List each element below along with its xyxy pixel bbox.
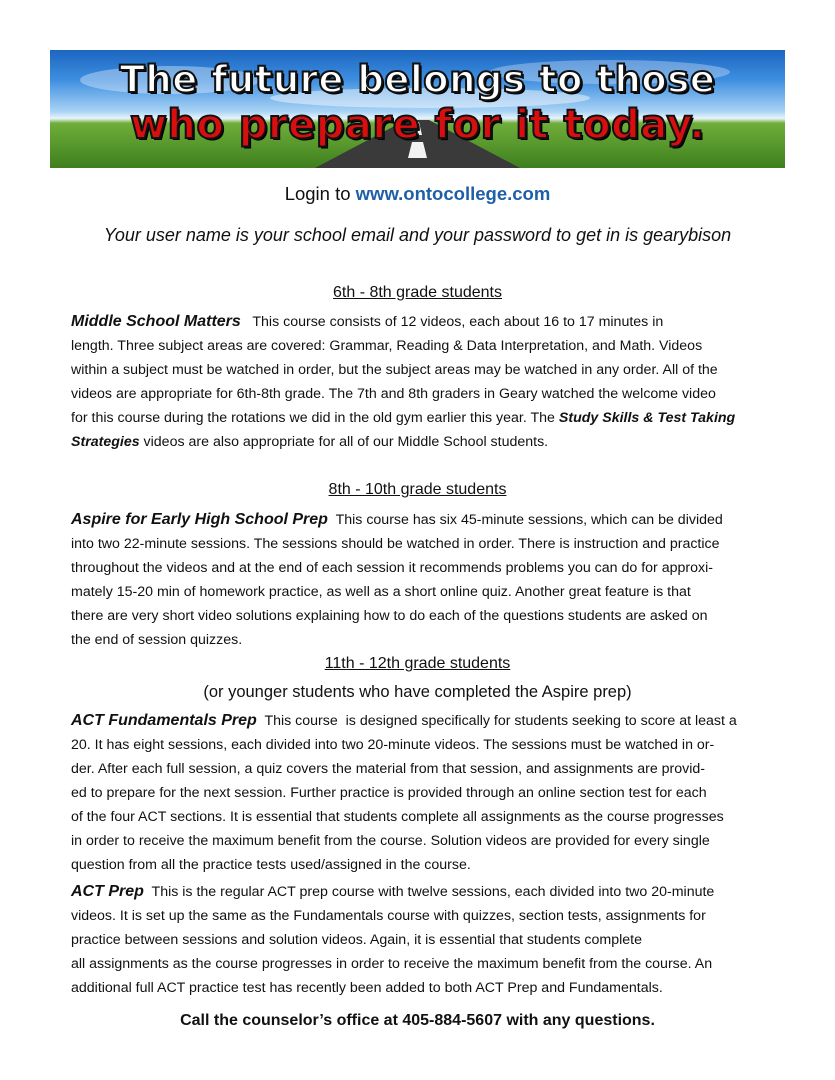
section-heading-8-10: 8th - 10th grade students	[328, 481, 507, 498]
text-line: throughout the videos and at the end of each session it recommends problems you can do for approxi-	[71, 560, 713, 576]
contact-callout: Call the counselor’s office at 405-884-5607 with any questions.	[180, 1012, 655, 1029]
credentials-note: Your user name is your school email and your password to get in is gearybison	[103, 225, 732, 245]
login-prefix: Login to	[284, 183, 356, 204]
text-line: in order to receive the maximum benefit from the course. Solution videos are provided for every single	[71, 833, 710, 849]
text-line: videos are also appropriate for all of our Middle School students.	[139, 434, 549, 450]
text-line: videos are appropriate for 6th-8th grade. The 7th and 8th graders in Geary watched the welcome video	[71, 386, 716, 402]
course-title: Aspire for Early High School Prep	[71, 511, 328, 528]
section-subheading: (or younger students who have completed the Aspire prep)	[203, 683, 632, 701]
website-link[interactable]: www.ontocollege.com	[355, 183, 551, 204]
text-line: question from all the practice tests used/assigned in the course.	[71, 857, 471, 873]
text-line: der. After each full session, a quiz covers the material from that session, and assignments are provid-	[71, 761, 706, 777]
text-line: This course consists of 12 videos, each about 16 to 17 minutes in	[240, 314, 664, 330]
motivational-banner	[50, 50, 785, 168]
course-title: Middle School Matters	[71, 313, 241, 330]
text-line: for this course during the rotations we did in the old gym earlier this year. The	[71, 410, 559, 426]
login-instruction	[0, 183, 835, 205]
text-line: all assignments as the course progresses in order to receive the maximum benefit from the course. An	[71, 956, 713, 972]
text-line: This is the regular ACT prep course with twelve sessions, each divided into two 20-minute	[143, 884, 715, 900]
section-heading-11-12: 11th - 12th grade students	[324, 655, 511, 672]
act-fundamentals-description	[71, 709, 771, 877]
text-line: the end of session quizzes.	[71, 632, 243, 648]
text-line: practice between sessions and solution videos. Again, it is essential that students complete	[71, 932, 642, 948]
text-line: This course has six 45-minute sessions, which can be divided	[327, 512, 723, 528]
text-line: length. Three subject areas are covered: Grammar, Reading & Data Interpretation, and Math. Videos	[71, 338, 703, 354]
emphasis-text: Study Skills & Test Taking	[558, 410, 736, 426]
middle-school-matters-description	[71, 310, 771, 454]
text-line: of the four ACT sections. It is essential that students complete all assignments as the course progresses	[71, 809, 724, 825]
text-line: into two 22-minute sessions. The sessions should be watched in order. There is instruction and practice	[71, 536, 720, 552]
text-line: This course is designed specifically for students seeking to score at least a	[256, 713, 737, 729]
text-line: 20. It has eight sessions, each divided into two 20-minute videos. The sessions must be watched in or-	[71, 737, 715, 753]
text-line: mately 15-20 min of homework practice, as well as a short online quiz. Another great feature is that	[71, 584, 691, 600]
section-heading-6-8: 6th - 8th grade students	[333, 284, 502, 301]
text-line: ed to prepare for the next session. Further practice is provided through an online section test for each	[71, 785, 707, 801]
text-line: additional full ACT practice test has recently been added to both ACT Prep and Fundamentals.	[71, 980, 663, 996]
text-line: there are very short video solutions explaining how to do each of the questions students are asked on	[71, 608, 708, 624]
emphasis-text: Strategies	[71, 434, 140, 450]
banner-line-2: who prepare for it today.	[129, 102, 706, 148]
banner-line-1: The future belongs to those	[119, 58, 716, 101]
act-prep-description	[71, 880, 771, 1000]
text-line: within a subject must be watched in order, but the subject areas may be watched in any order. All of the	[71, 362, 718, 378]
aspire-prep-description	[71, 508, 771, 652]
course-title: ACT Prep	[71, 883, 144, 900]
course-title: ACT Fundamentals Prep	[71, 712, 257, 729]
text-line: videos. It is set up the same as the Fundamentals course with quizzes, section tests, assignments for	[71, 908, 706, 924]
